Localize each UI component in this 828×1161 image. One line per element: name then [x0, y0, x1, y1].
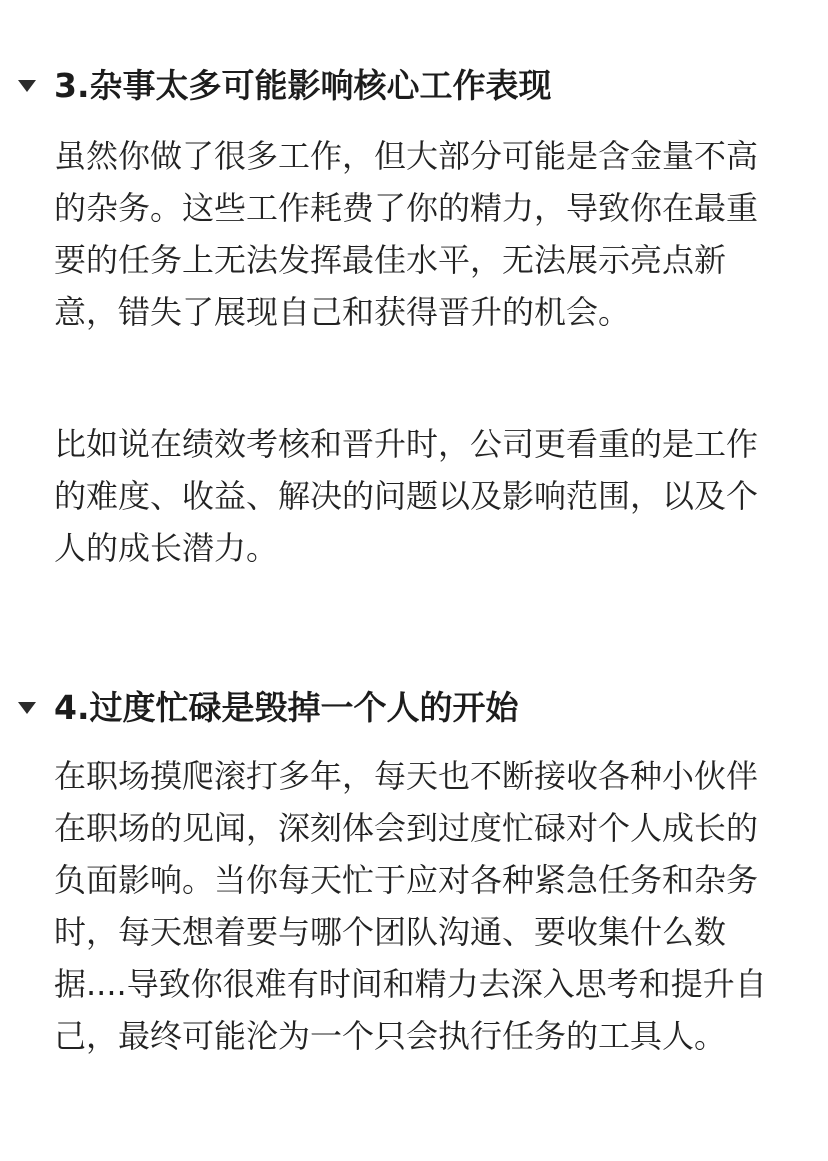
paragraph-line: 己，最终可能沦为一个只会执行任务的工具人。	[54, 1017, 727, 1055]
paragraph	[54, 418, 776, 574]
paragraph	[54, 750, 776, 1062]
paragraph-line: 在职场的见闻，深刻体会到过度忙碌对个人成长的	[54, 809, 759, 847]
paragraph-line: 的难度、收益、解决的问题以及影响范围，以及个	[54, 477, 759, 515]
paragraph-line: 意，错失了展现自己和获得晋升的机会。	[54, 293, 631, 331]
paragraph-line: 人的成长潜力。	[54, 529, 279, 567]
toggle-heading-section-3[interactable]	[0, 62, 828, 110]
section-heading: 4.过度忙碌是毁掉一个人的开始	[54, 688, 519, 727]
toggle-heading-section-4[interactable]	[0, 684, 828, 732]
paragraph-line: 比如说在绩效考核和晋升时，公司更看重的是工作	[54, 425, 759, 463]
section-heading: 3.杂事太多可能影响核心工作表现	[54, 66, 552, 105]
paragraph-line: 的杂务。这些工作耗费了你的精力，导致你在最重	[54, 189, 759, 227]
paragraph	[54, 130, 776, 338]
collapse-caret-icon[interactable]	[18, 80, 36, 92]
paragraph-line: 在职场摸爬滚打多年，每天也不断接收各种小伙伴	[54, 757, 759, 795]
paragraph-line: 负面影响。当你每天忙于应对各种紧急任务和杂务	[54, 861, 759, 899]
paragraph-line: 要的任务上无法发挥最佳水平，无法展示亮点新	[54, 241, 727, 279]
paragraph-line: 据....导致你很难有时间和精力去深入思考和提升自	[54, 965, 767, 1003]
paragraph-line: 虽然你做了很多工作，但大部分可能是含金量不高	[54, 137, 759, 175]
collapse-caret-icon[interactable]	[18, 702, 36, 714]
paragraph-line: 时，每天想着要与哪个团队沟通、要收集什么数	[54, 913, 727, 951]
